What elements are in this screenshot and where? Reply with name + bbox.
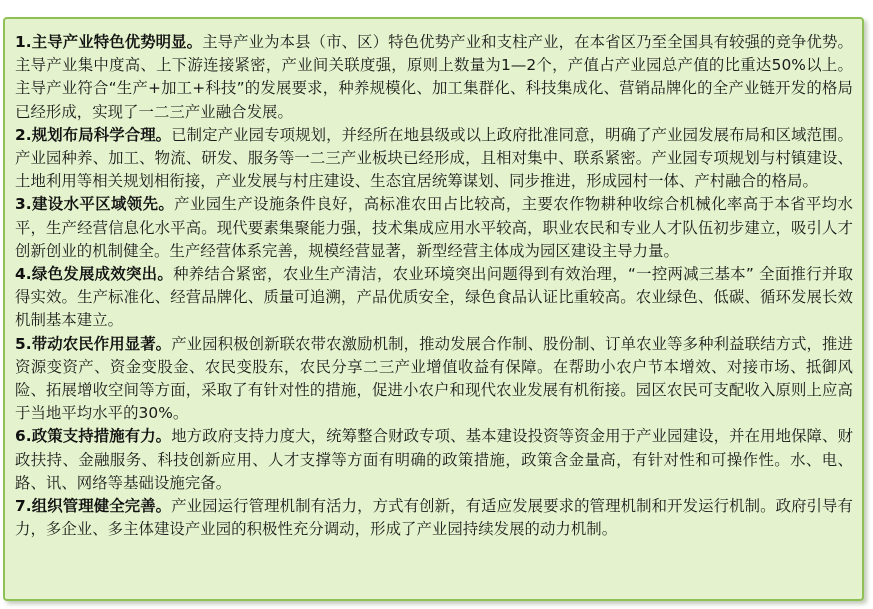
criterion-heading: 4.绿色发展成效突出。 — [15, 265, 174, 284]
criterion-body: 产业园积极创新联农带农激励机制，推动发展合作制、股份制、订单农业等多种利益联结方式，推进资源变资产、资金变股金、农民变股东，农民分享二三产业增值收益有保障。在帮助小农户节本增效、对接市场、抵御风险、拓展增收空间等方面，采取了有针对性的措施，促进小农户和现代农业发展有机衔接。园区农民可支配收入原则上应高于当地平均水平的30%。 — [15, 334, 853, 423]
criterion-body: 种养结合紧密，农业生产清洁，农业环境突出问题得到有效治理，“一控两减三基本” 全面推行并取得实效。生产标准化、经营品牌化、质量可追溯，产品优质安全，绿色食品认证比重较高。农业绿色、低碳、循环发展长效机制基本建立。 — [15, 265, 854, 330]
criterion-heading: 1.主导产业特色优势明显。 — [15, 33, 203, 51]
criterion-heading: 3.建设水平区域领先。 — [15, 195, 175, 214]
criterion-body: 已制定产业园专项规划，并经所在地县级或以上政府批准同意，明确了产业园发展布局和区域范围。产业园种养、加工、物流、研发、服务等一二三产业板块已经形成，且相对集中、联系紧密。产业园专项规划与村镇建设、土地利用等相关规划相衔接，产业发展与村庄建设、生态宜居统筹谋划、同步推进，形成园村一体、产村融合的格局。 — [15, 125, 853, 191]
criterion-heading: 5.带动农民作用显著。 — [15, 334, 172, 353]
criterion-body: 产业园运行管理机制有活力，方式有创新，有适应发展要求的管理机制和开发运行机制。政府引导有力，多企业、多主体建设产业园的积极性充分调动，形成了产业园持续发展的动力机制。 — [15, 497, 853, 539]
criterion-item-2 — [15, 124, 853, 194]
criterion-heading: 6.政策支持措施有力。 — [15, 427, 172, 446]
criterion-heading: 7.组织管理健全完善。 — [15, 497, 172, 516]
criterion-item-7 — [15, 495, 853, 541]
criterion-body: 地方政府支持力度大，统筹整合财政专项、基本建设投资等资金用于产业园建设，并在用地保障、财政扶持、金融服务、科技创新应用、人才支撑等方面有明确的政策措施，政策含金量高，有针对性和可操作性。水、电、路、讯、网络等基础设施完备。 — [15, 427, 853, 492]
criterion-body: 主导产业为本县（市、区）特色优势产业和支柱产业，在本省区乃至全国具有较强的竞争优势。主导产业集中度高、上下游连接紧密，产业间关联度强，原则上数量为1—2个，产值占产业园总产值的比重达50%以上。主导产业符合“生产+加工+科技”的发展要求，种养规模化、加工集群化、科技集成化、营销品牌化的全产业链开发的格局已经形成，实现了一二三产业融合发展。 — [15, 33, 853, 121]
criterion-item-4 — [15, 263, 853, 333]
criterion-item-6 — [15, 425, 853, 495]
criterion-body: 产业园生产设施条件良好，高标准农田占比较高，主要农作物耕种收综合机械化率高于本省平均水平，生产经营信息化水平高。现代要素集聚能力强，技术集成应用水平较高，职业农民和专业人才队伍初步建立，吸引人才创新创业的机制健全。生产经营体系完善，规模经营显著，新型经营主体成为园区建设主导力量。 — [15, 195, 853, 260]
criterion-item-1 — [15, 31, 853, 124]
criterion-heading: 2.规划布局科学合理。 — [15, 125, 172, 144]
criteria-panel — [3, 17, 864, 601]
criterion-item-5 — [15, 333, 853, 426]
criterion-item-3 — [15, 193, 853, 263]
